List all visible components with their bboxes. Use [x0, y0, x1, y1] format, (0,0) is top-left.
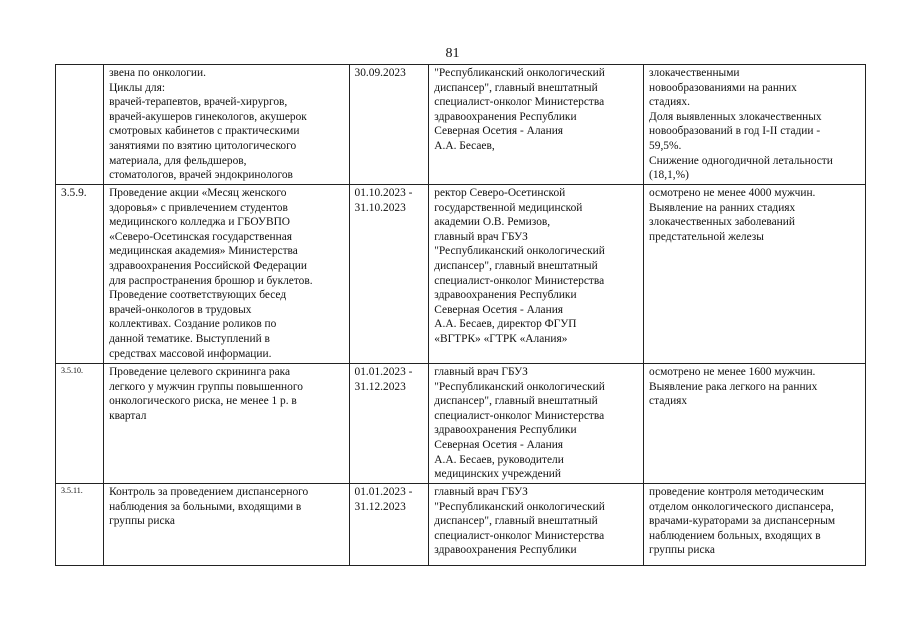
text-line: Доля выявленных злокачественных	[649, 110, 822, 123]
text-line: 31.12.2023	[354, 380, 406, 393]
text-line: Северная Осетия - Алания	[434, 438, 564, 451]
period-cell	[349, 185, 429, 364]
text-line: главный врач ГБУЗ	[434, 230, 528, 243]
text-line: Северная Осетия - Алания	[434, 303, 564, 316]
text-line: здравоохранения Республики	[434, 424, 577, 437]
text-line: Проведение акции «Месяц женского	[109, 187, 287, 199]
text-line: Снижение одногодичной летальности	[649, 154, 833, 167]
item-number-cell: 3.5.9.	[56, 185, 104, 364]
text-line: стоматологов, врачей эндокринологов	[109, 169, 293, 182]
text-line: материала, для фельдшеров,	[109, 154, 247, 167]
text-line: главный врач ГБУЗ	[434, 366, 528, 378]
table-row	[56, 185, 866, 364]
text-line: 01.01.2023 -	[354, 486, 413, 498]
text-line: медицинского колледжа и ГБОУВПО	[109, 216, 291, 229]
text-line: наблюдения за больными, входящими в	[109, 500, 302, 513]
text-line: здравоохранения Российской Федерации	[109, 259, 307, 272]
item-number-cell: 3.5.11.	[56, 484, 104, 566]
item-number-cell	[56, 65, 104, 185]
text-line: осмотрено не менее 1600 мужчин.	[649, 366, 816, 378]
text-line: А.А. Бесаев, руководители	[434, 453, 564, 466]
text-line: главный врач ГБУЗ	[434, 486, 528, 498]
text-line: 31.12.2023	[354, 500, 406, 513]
text-line: группы риска	[649, 544, 715, 557]
text-line: диспансер", главный внештатный	[434, 395, 598, 408]
text-line: Циклы для:	[109, 81, 165, 94]
text-line: новообразований в год I-II стадии -	[649, 125, 821, 138]
text-line: занятиями по взятию цитологического	[109, 139, 297, 152]
text-line: "Республиканский онкологический	[434, 500, 605, 513]
text-line: А.А. Бесаев,	[434, 139, 495, 152]
responsible-cell	[429, 65, 644, 185]
text-line: академии О.В. Ремизов,	[434, 216, 551, 229]
period-cell	[349, 364, 429, 484]
text-line: "Республиканский онкологический	[434, 245, 605, 258]
activity-cell	[104, 185, 349, 364]
text-line: квартал	[109, 409, 147, 422]
text-line: специалист-онколог Министерства	[434, 529, 605, 542]
text-line: Выявление на ранних стадиях	[649, 201, 796, 214]
text-line: онкологического риска, не менее 1 р. в	[109, 395, 297, 408]
text-line: злокачественными	[649, 67, 740, 79]
page-number: 81	[445, 46, 460, 61]
text-line: группы риска	[109, 515, 175, 528]
text-line: новообразованиями на ранних	[649, 81, 797, 94]
text-line: Проведение соответствующих бесед	[109, 289, 287, 302]
text-line: ректор Северо-Осетинской	[434, 187, 566, 199]
table-row	[56, 484, 866, 566]
text-line: 30.09.2023	[354, 67, 406, 79]
result-cell	[644, 65, 866, 185]
text-line: государственной медицинской	[434, 201, 583, 214]
text-line: легкого у мужчин группы повышенного	[109, 380, 303, 393]
text-line: стадиях.	[649, 96, 690, 109]
text-line: для распространения брошюр и буклетов.	[109, 274, 313, 287]
activity-cell	[104, 484, 349, 566]
text-line: специалист-онколог Министерства	[434, 409, 605, 422]
text-line: осмотрено не менее 4000 мужчин.	[649, 187, 816, 199]
text-line: врачей-терапевтов, врачей-хирургов,	[109, 96, 288, 109]
text-line: диспансер", главный внештатный	[434, 259, 598, 272]
table-row	[56, 65, 866, 185]
responsible-cell	[429, 364, 644, 484]
text-line: Контроль за проведением диспансерного	[109, 486, 309, 498]
text-line: «Северо-Осетинская государственная	[109, 230, 292, 243]
text-line: наблюдением больных, входящих в	[649, 529, 821, 542]
text-line: 59,5%.	[649, 139, 682, 152]
text-line: специалист-онколог Министерства	[434, 274, 605, 287]
text-line: здравоохранения Республики	[434, 110, 577, 123]
result-cell	[644, 484, 866, 566]
text-line: здравоохранения Республики	[434, 289, 577, 302]
text-line: стадиях	[649, 395, 688, 408]
text-line: здоровья» с привлечением студентов	[109, 201, 288, 214]
text-line: звена по онкологии.	[109, 67, 206, 79]
text-line: (18,1,%)	[649, 169, 689, 182]
text-line: 31.10.2023	[354, 201, 406, 214]
table-row	[56, 364, 866, 484]
text-line: диспансер", главный внештатный	[434, 81, 598, 94]
text-line: предстательной железы	[649, 230, 764, 243]
text-line: смотровых кабинетов с практическими	[109, 125, 300, 138]
text-line: здравоохранения Республики	[434, 544, 577, 557]
responsible-cell	[429, 185, 644, 364]
period-cell	[349, 65, 429, 185]
text-line: медицинская академия» Министерства	[109, 245, 298, 258]
text-line: врачей-онкологов в трудовых	[109, 303, 252, 316]
text-line: Проведение целевого скрининга рака	[109, 366, 291, 378]
text-line: А.А. Бесаев, директор ФГУП	[434, 318, 577, 331]
text-line: «ВГТРК» «ГТРК «Алания»	[434, 332, 568, 345]
result-cell	[644, 364, 866, 484]
text-line: 01.10.2023 -	[354, 187, 413, 199]
text-line: врачами-кураторами за диспансерным	[649, 515, 836, 528]
text-line: средствах массовой информации.	[109, 347, 272, 360]
text-line: злокачественных заболеваний	[649, 216, 795, 229]
activities-table	[55, 64, 866, 566]
text-line: 01.01.2023 -	[354, 366, 413, 378]
text-line: врачей-акушеров гинекологов, акушерок	[109, 110, 307, 123]
activity-cell	[104, 364, 349, 484]
text-line: медицинских учреждений	[434, 468, 561, 481]
text-line: коллективах. Создание роликов по	[109, 318, 277, 331]
text-line: диспансер", главный внештатный	[434, 515, 598, 528]
text-line: "Республиканский онкологический	[434, 380, 605, 393]
text-line: данной тематике. Выступлений в	[109, 332, 270, 345]
activity-cell	[104, 65, 349, 185]
responsible-cell	[429, 484, 644, 566]
item-number-cell: 3.5.10.	[56, 364, 104, 484]
result-cell	[644, 185, 866, 364]
text-line: Выявление рака легкого на ранних	[649, 380, 818, 393]
text-line: отделом онкологического диспансера,	[649, 500, 834, 513]
period-cell	[349, 484, 429, 566]
text-line: специалист-онколог Министерства	[434, 96, 605, 109]
text-line: проведение контроля методическим	[649, 486, 824, 498]
text-line: "Республиканский онкологический	[434, 67, 605, 79]
text-line: Северная Осетия - Алания	[434, 125, 564, 138]
